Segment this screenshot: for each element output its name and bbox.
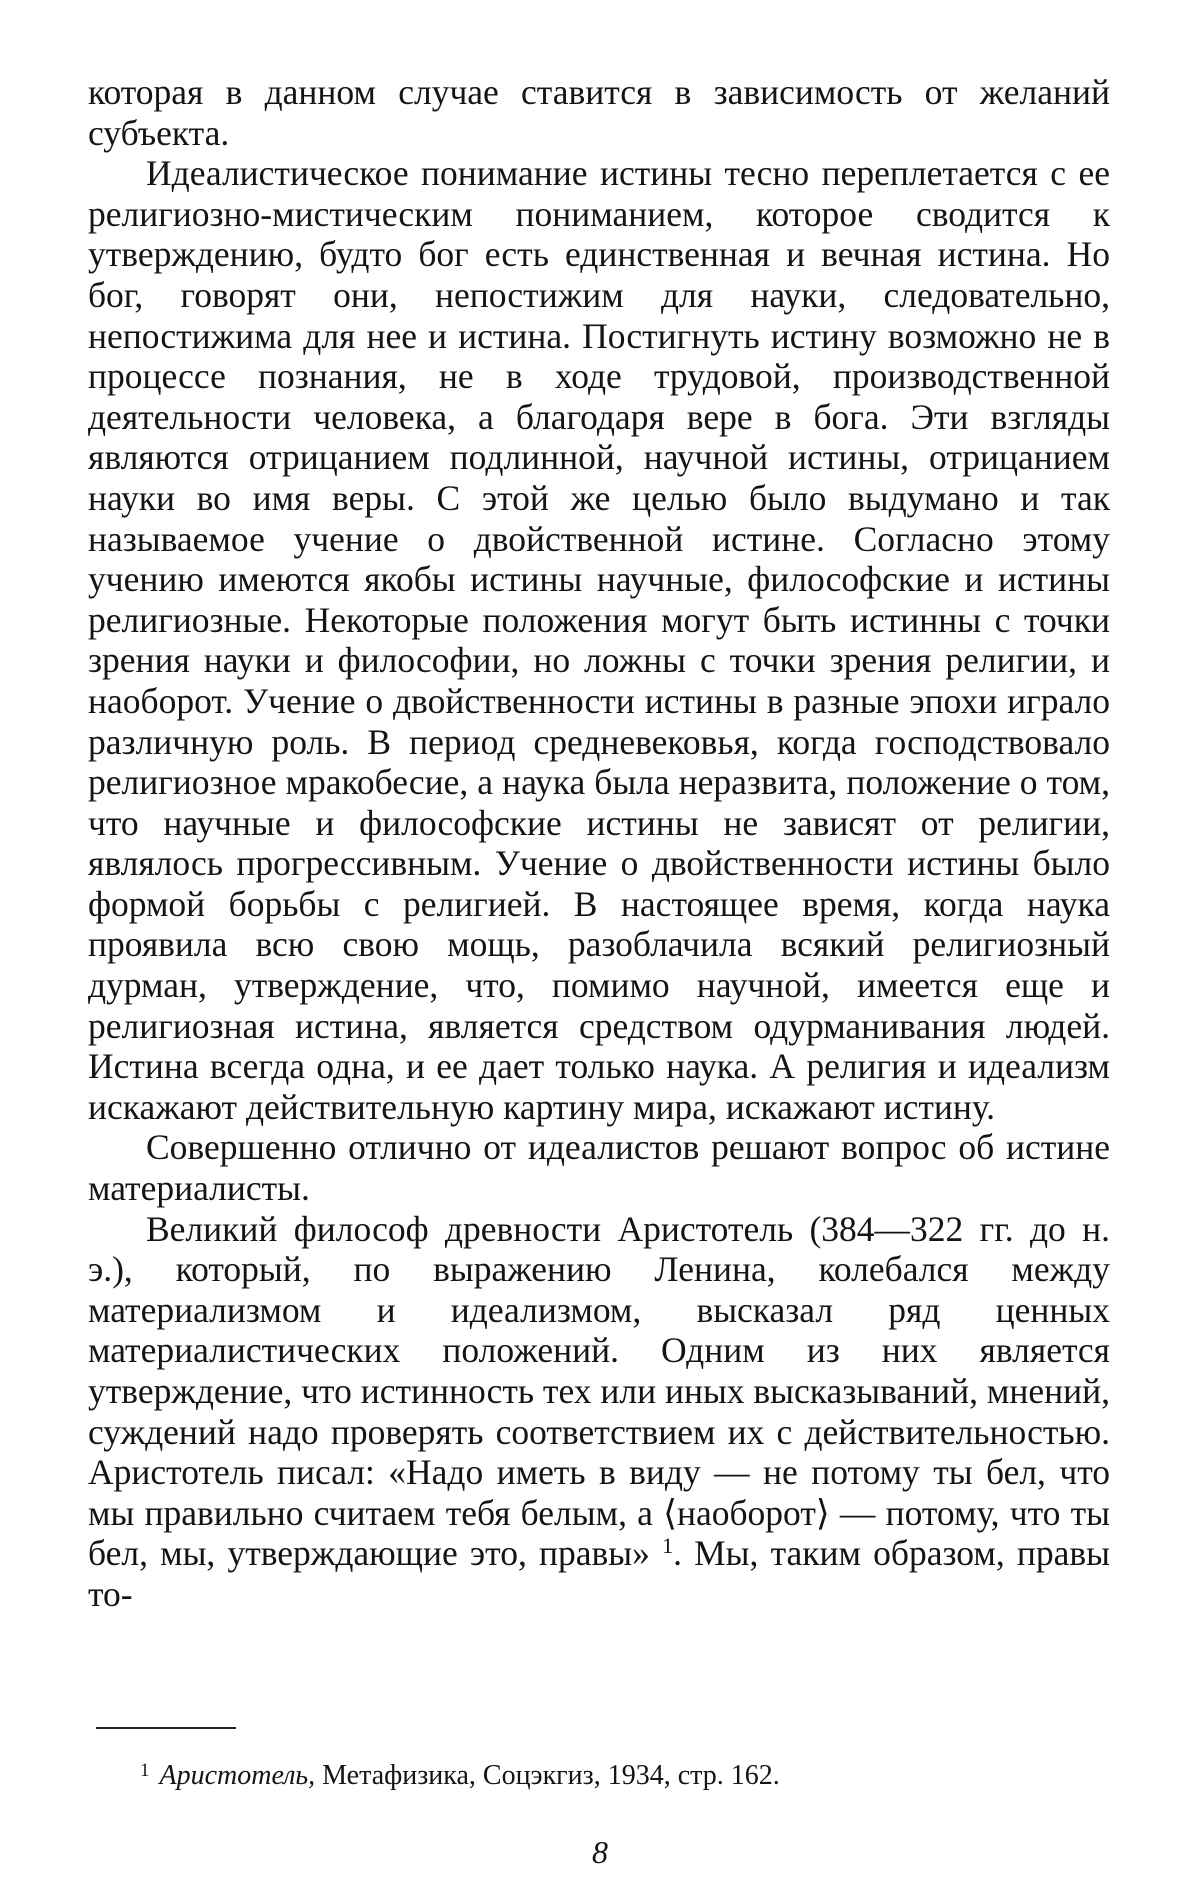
aristotle-text-end: . Мы, таким образом, правы то- <box>88 1533 1110 1614</box>
footnote-author: Аристотель, <box>159 1760 316 1791</box>
paragraph-aristotle <box>88 1209 1110 1615</box>
footnote <box>140 1754 1100 1793</box>
footnote-text: Метафизика, Соцэкгиз, 1934, стр. 162. <box>322 1760 780 1791</box>
paragraph-idealism: Идеалистическое понимание истины тесно переплетается с ее религиозно-мистическим пониманием, которое сводится к утверждению, будто бог есть единственная и вечная истина. Но бог, говорят они, непостижим для науки, следовательно, непостижима для нее и истина. Постигнуть истину возможно не в процессе познания, не в ходе трудовой, производственной деятельности человека, а благодаря вере в бога. Эти взгляды являются отрицанием подлинной, научной истины, отрицанием науки во имя веры. С этой же целью было выдумано и так называемое учение о двойственной истине. Согласно этому учению имеются якобы истины научные, философские и истины религиозные. Некоторые положения могут быть истинны с точки зрения науки и философии, но ложны с точки зрения религии, и наоборот. Учение о двойственности истины в разные эпохи играло различную роль. В период средневековья, когда господствовало религиозное мракобесие, а наука была неразвита, положение о том, что научные и философские истины не зависят от религии, являлось прогрессивным. Учение о двойственности истины было формой борьбы с религией. В настоящее время, когда наука проявила всю свою мощь, разоблачила всякий религиозный дурман, утверждение, что, помимо научной, имеется еще и религиозная истина, является средством одурманивания людей. Истина всегда одна, и ее дает только наука. А религия и идеализм искажают действительную картину мира, искажают истину. <box>88 153 1110 1127</box>
page-body <box>88 72 1110 1615</box>
page-number: 8 <box>592 1834 608 1870</box>
footnote-divider <box>96 1727 236 1729</box>
paragraph-materialists: Совершенно отлично от идеалистов решают вопрос об истине материалисты. <box>88 1127 1110 1209</box>
footnote-reference: 1 <box>662 1533 674 1559</box>
aristotle-text: Великий философ древности Аристотель (384—322 гг. до н. э.), который, по выражению Ленина, колебался между материализмом и идеализмом, высказал ряд ценных материалистических положений. Одним из них является утверждение, что истинность тех или иных высказываний, мнений, суждений надо проверять соответствием их с действительностью. Аристотель писал: «Надо иметь в виду — не потому ты бел, что мы правильно считаем тебя белым, а ⟨наоборот⟩ — потому, что ты бел, мы, утверждающие это, правы» <box>88 1208 1111 1574</box>
footnote-mark: 1 <box>140 1760 150 1781</box>
paragraph-continuation: которая в данном случае ставится в зависимость от желаний субъекта. <box>88 72 1110 153</box>
